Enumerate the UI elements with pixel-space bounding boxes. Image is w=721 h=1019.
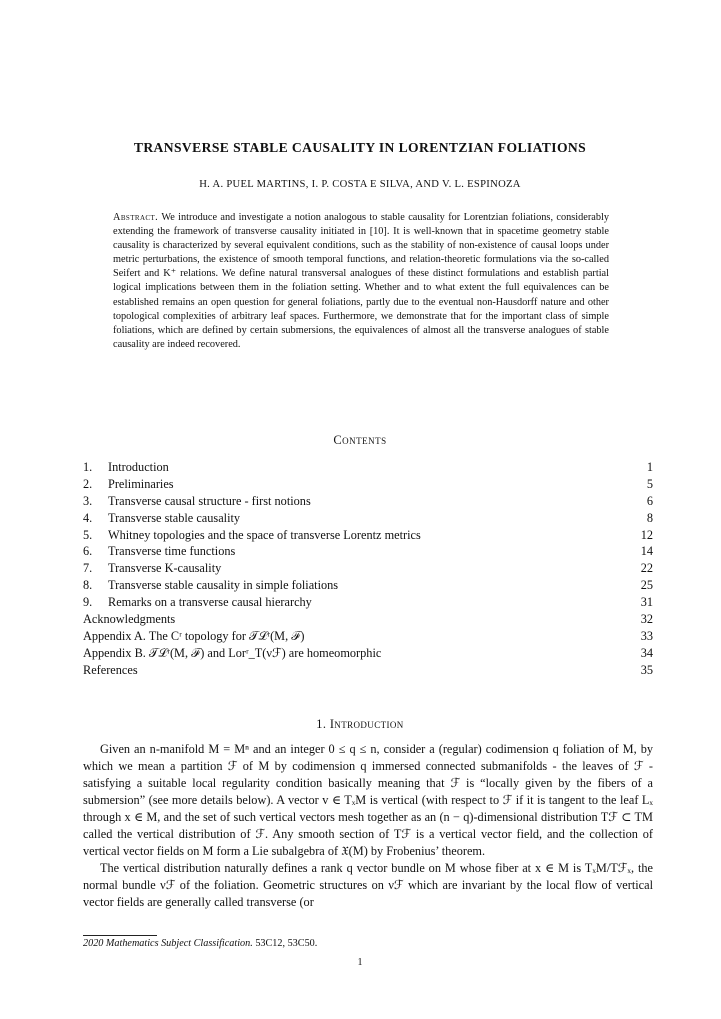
toc-page: 8 (646, 510, 653, 525)
toc-number: 2. (83, 476, 93, 491)
toc-entry[interactable] (83, 510, 653, 527)
page-number: 1 (357, 957, 363, 968)
section-heading (60, 717, 660, 732)
toc-entry[interactable] (83, 594, 653, 611)
toc-entry[interactable] (83, 543, 653, 560)
toc-number: 8. (83, 578, 93, 593)
toc-title: Remarks on a transverse causal hierarchy (108, 595, 312, 610)
contents-heading: Contents (333, 433, 387, 447)
abstract (113, 211, 609, 352)
table-of-contents (83, 459, 653, 679)
paper-authors: H. A. PUEL MARTINS, I. P. COSTA E SILVA, AND V. L. ESPINOZA (199, 179, 521, 190)
footnote-rule (83, 935, 157, 936)
toc-page: 5 (646, 476, 653, 491)
toc-page: 1 (646, 460, 653, 474)
toc-page: 31 (640, 595, 653, 610)
toc-page: 33 (640, 628, 653, 643)
toc-number: 3. (83, 493, 93, 508)
toc-title: Appendix A. The Cʳ topology for 𝒯ℒʳ(M, ℱ) (83, 628, 305, 643)
section-body (83, 741, 653, 911)
toc-entry[interactable] (83, 645, 653, 662)
paragraph: Given an n-manifold M = Mⁿ and an integer 0 ≤ q ≤ n, consider a (regular) codimension q foliation of M, by which we mean a partition ℱ of M by codimension q immersed connected submanifolds - the leaves of ℱ - satisfying a suitable local regularity condition basically meaning that ℱ is “locally given by the fibers of a submersion” (see more details below). A vector v ∈ TₓM is vertical (with respect to ℱ if it is tangent to the leaf Lₓ through x ∈ M, and the set of such vertical vectors mesh together as an (n − q)-dimensional distribution Tℱ ⊂ TM called the vertical distribution of ℱ. Any smooth section of Tℱ is a vertical vector field, and the collection of vertical vector fields on M form a Lie subalgebra of 𝔛(M) by Frobenius’ theorem. (83, 742, 653, 858)
toc-page: 25 (640, 578, 653, 593)
toc-page: 6 (646, 493, 653, 508)
footnote-text: 53C12, 53C50. (255, 938, 318, 949)
toc-page: 14 (640, 544, 653, 559)
toc-number: 6. (83, 544, 93, 559)
toc-page: 22 (640, 561, 653, 576)
abstract-text: We introduce and investigate a notion analogous to stable causality for Lorentzian foliations, considerably extending the framework of transverse causality initiated in [10]. It is well-known that in spacetime geometry stable causality is characterized by several equivalent conditions, such as the stability of non-existence of causal loops under metric perturbations, the existence of smooth temporal functions, and relation-theoretic formulations via the so-called Seifert and K⁺ relations. We define natural transversal analogues of these distinct formulations and establish partial logical implications between them in the foliation setting. Whether and to what extent the full equivalences can be established remains an open question for general foliations, partly due to the eventual non-Hausdorff nature and other topological complexities of arbitrary leaf spaces. Furthermore, we demonstrate that for the important class of simple foliations, which are defined by certain submersions, the equivalences of almost all the transverse analogues of stable causality are indeed recovered. (113, 212, 610, 350)
toc-entry[interactable] (83, 459, 653, 476)
footnote (83, 938, 317, 949)
toc-entry[interactable] (83, 577, 653, 594)
toc-title: Appendix B. 𝒯ℒʳ(M, ℱ) and Lorʳ_T(νℱ) are homeomorphic (83, 645, 382, 660)
toc-number: 4. (83, 510, 93, 525)
paper-title: TRANSVERSE STABLE CAUSALITY IN LORENTZIAN FOLIATIONS (133, 140, 587, 155)
toc-page: 35 (640, 662, 653, 677)
toc-number: 7. (83, 561, 93, 576)
toc-title: Preliminaries (108, 476, 174, 491)
toc-entry[interactable] (83, 611, 653, 628)
toc-page: 32 (640, 612, 653, 627)
toc-entry[interactable] (83, 527, 653, 544)
toc-entry[interactable] (83, 628, 653, 645)
toc-title: Acknowledgments (83, 612, 176, 627)
toc-entry[interactable] (83, 476, 653, 493)
toc-number: 1. (83, 460, 93, 474)
abstract-label: Abstract. (113, 212, 159, 223)
section-number: 1. (316, 717, 327, 731)
section-title: Introduction (329, 717, 404, 731)
footnote-label: 2020 Mathematics Subject Classification. (83, 938, 253, 949)
toc-entry[interactable] (83, 493, 653, 510)
toc-entry[interactable] (83, 662, 653, 679)
toc-title: Transverse stable causality in simple foliations (108, 578, 339, 593)
toc-title: Transverse K-causality (108, 561, 222, 576)
toc-title: Transverse stable causality (108, 510, 241, 525)
toc-title: Transverse time functions (108, 544, 236, 559)
toc-number: 5. (83, 527, 93, 542)
toc-entry[interactable] (83, 560, 653, 577)
paragraph: The vertical distribution naturally defines a rank q vector bundle on M whose fiber at x ∈ M is TₓM/Tℱₓ, the normal bundle νℱ of the foliation. Geometric structures on νℱ which are invariant by the local flow of vertical vector fields are generally called transverse (or (83, 860, 653, 909)
toc-title: References (83, 662, 138, 677)
toc-title: Whitney topologies and the space of transverse Lorentz metrics (108, 527, 421, 542)
toc-title: Introduction (108, 460, 169, 474)
toc-page: 12 (640, 527, 653, 542)
toc-number: 9. (83, 595, 93, 610)
toc-page: 34 (640, 645, 653, 660)
toc-title: Transverse causal structure - first notions (108, 493, 311, 508)
